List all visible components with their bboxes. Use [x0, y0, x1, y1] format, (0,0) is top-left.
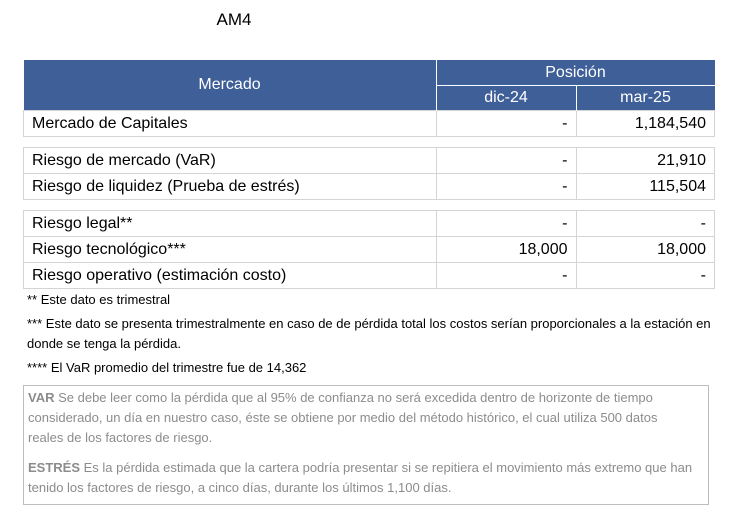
value-dic24: - — [436, 148, 576, 174]
table-row — [24, 111, 715, 137]
value-dic24: - — [436, 263, 576, 289]
definition-var — [28, 388, 694, 448]
definitions-box — [23, 385, 709, 505]
table-row — [24, 148, 715, 174]
term-stress: ESTRÉS — [28, 460, 81, 475]
definition-var-text: Se debe leer como la pérdida que al 95% de confianza no será excedida dentro de horizonte de tiempo considerado, un día en nuestro caso, éste se obtiene por medio del método histórico, el cual utiliza 500 datos reales de los factores de riesgo. — [28, 390, 658, 445]
footnotes — [27, 290, 715, 382]
row-label: Riesgo operativo (estimación costo) — [24, 263, 437, 289]
header-col-dic24: dic-24 — [436, 86, 576, 111]
header-position: Posición — [436, 60, 715, 86]
footnote-legal: ** Este dato es trimestral — [27, 292, 171, 307]
value-dic24: 18,000 — [436, 237, 576, 263]
value-mar25: 1,184,540 — [576, 111, 715, 137]
value-dic24: - — [436, 211, 576, 237]
definition-stress — [28, 458, 694, 498]
table-row — [24, 237, 715, 263]
footnote-var-average: **** El VaR promedio del trimestre fue de 14,362 — [27, 360, 307, 375]
row-label: Riesgo de liquidez (Prueba de estrés) — [24, 174, 437, 200]
row-label: Riesgo legal** — [24, 211, 437, 237]
row-spacer — [24, 137, 715, 148]
table-row — [24, 263, 715, 289]
value-mar25: - — [576, 211, 715, 237]
page-title: AM4 — [216, 10, 252, 29]
value-mar25: 21,910 — [576, 148, 715, 174]
table-row — [24, 211, 715, 237]
row-spacer — [24, 200, 715, 211]
value-dic24: - — [436, 111, 576, 137]
header-col-mar25: mar-25 — [576, 86, 715, 111]
footnote-tech: *** Este dato se presenta trimestralmente en caso de de pérdida total los costos serían proporcionales a la estación en donde se tenga la pérdida. — [27, 316, 711, 351]
row-label: Riesgo de mercado (VaR) — [24, 148, 437, 174]
row-label: Mercado de Capitales — [24, 111, 437, 137]
row-label: Riesgo tecnológico*** — [24, 237, 437, 263]
value-mar25: 18,000 — [576, 237, 715, 263]
definition-stress-text: Es la pérdida estimada que la cartera podría presentar si se repitiera el movimiento más extremo que han tenido los factores de riesgo, a cinco días, durante los últimos 1,100 días. — [28, 460, 693, 495]
table-row — [24, 174, 715, 200]
value-dic24: - — [436, 174, 576, 200]
value-mar25: - — [576, 263, 715, 289]
risk-position-table — [23, 60, 715, 289]
header-market: Mercado — [24, 60, 437, 111]
term-var: VAR — [28, 390, 55, 405]
value-mar25: 115,504 — [576, 174, 715, 200]
